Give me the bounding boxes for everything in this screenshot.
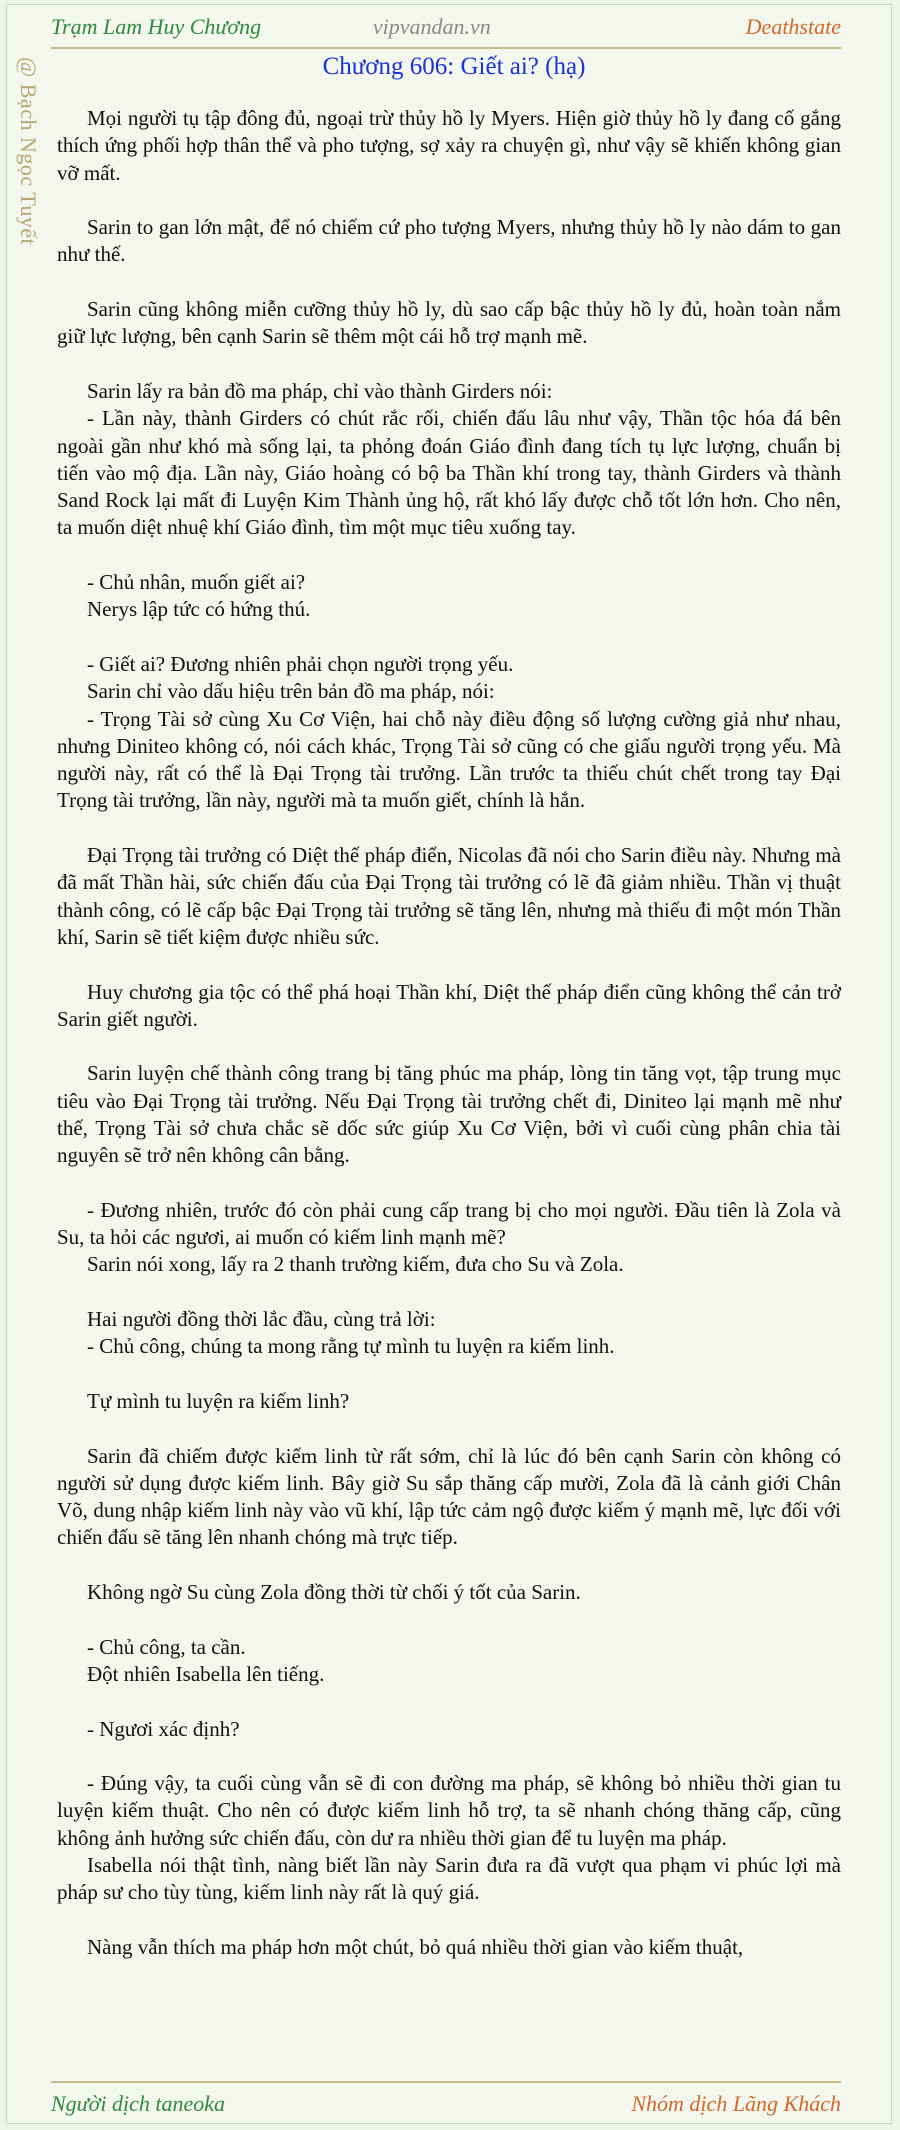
paragraph [57,651,841,815]
paragraph [57,214,841,269]
footer-translator: Người dịch taneoka [51,2091,226,2116]
paragraph-line: Sarin luyện chế thành công trang bị tăng phúc ma pháp, lòng tin tăng vọt, tập trung mục tiêu vào Đại Trọng tài trưởng. Nếu Đại Trọng tài trưởng chết đi, Diniteo lại mạnh mẽ như thế, Trọng Tài sở chưa chắc sẽ dốc sức giúp Xu Cơ Viện, bởi vì cuối cùng phân chia tài nguyên sẽ trở nên không cân bằng. [57,1061,841,1168]
paragraph [57,378,841,542]
paragraph-line: Đại Trọng tài trưởng có Diệt thế pháp điển, Nicolas đã nói cho Sarin điều này. Nhưng mà đã mất Thần hài, sức chiến đấu của Đại Trọng tài trưởng có lẽ đã giảm nhiều. Thần vị thuật thành công, có lẽ cấp bậc Đại Trọng tài trưởng sẽ tăng lên, nhưng mà thiếu đi một món Thần khí, Sarin sẽ tiết kiệm được nhiều sức. [57,843,841,949]
paragraph-line: Nerys lập tức có hứng thú. [87,597,311,622]
paragraph-line: Huy chương gia tộc có thể phá hoại Thần khí, Diệt thế pháp điển cũng không thể cản trở Sarin giết người. [57,979,841,1031]
header-rule [51,47,841,49]
paragraph [57,842,841,951]
paragraph [57,1934,841,1961]
paragraph-line: Mọi người tụ tập đông đủ, ngoại trừ thủy hồ ly Myers. Hiện giờ thủy hồ ly đang cố gắng thích ứng phối hợp thân thể và pho tượng, sợ xảy ra chuyện gì, như vậy sẽ khiến không gian vỡ mất. [57,106,841,185]
paragraph [57,1060,841,1169]
paragraph-line: - Đúng vậy, ta cuối cùng vẫn sẽ đi con đường ma pháp, sẽ không bỏ nhiều thời gian tu luyện kiếm thuật. Cho nên có được kiếm linh hỗ trợ, ta sẽ nhanh chóng thăng cấp, cũng không ảnh hưởng sức chiến đấu, còn dư ra nhiều thời gian để tu luyện ma pháp. [57,1771,841,1850]
page-footer [51,2087,841,2121]
paragraph-line: - Đương nhiên, trước đó còn phải cung cấp trang bị cho mọi người. Đầu tiên là Zola và Su, ta hỏi các ngươi, ai muốn có kiếm linh mạnh mẽ? [57,1197,841,1250]
paragraph-line: - Trọng Tài sở cùng Xu Cơ Viện, hai chỗ này điều động số lượng cường giả như nhau, nhưng Diniteo không có, nói cách khác, Trọng Tài sở cũng có che giấu người trọng yếu. Mà người này, rất có thể là Đại Trọng tài trưởng. Lần trước ta thiếu chút chết trong tay Đại Trọng tài trưởng, lần này, người mà ta muốn giết, chính là hắn. [57,706,841,813]
footer-group: Nhóm dịch Lãng Khách [631,2091,841,2116]
chapter-body [57,105,841,1988]
paragraph-line: - Ngươi xác định? [87,1716,240,1741]
page-header [51,9,841,45]
paragraph-line: Hai người đồng thời lắc đầu, cùng trả lời: [87,1307,436,1332]
paragraph-line: - Chủ nhân, muốn giết ai? [87,570,306,595]
paragraph [57,1197,841,1279]
header-site: vipvandan.vn [372,14,491,39]
header-book-title: Trạm Lam Huy Chương [51,14,262,39]
paragraph [57,296,841,351]
paragraph-line: Isabella nói thật tình, nàng biết lần này Sarin đưa ra đã vượt qua phạm vi phúc lợi mà pháp sư cho tùy tùng, kiếm linh này rất là quý giá. [57,1853,841,1905]
paragraph [57,1716,841,1743]
paragraph-line: Nàng vẫn thích ma pháp hơn một chút, bỏ quá nhiều thời gian vào kiếm thuật, [87,1934,744,1959]
paragraph-line: - Chủ công, ta cần. [87,1634,246,1659]
paragraph-line: Đột nhiên Isabella lên tiếng. [87,1661,325,1686]
paragraph-line: Không ngờ Su cùng Zola đồng thời từ chối ý tốt của Sarin. [87,1580,581,1605]
paragraph [57,105,841,187]
paragraph [57,1306,841,1361]
paragraph-line: Sarin nói xong, lấy ra 2 thanh trường kiếm, đưa cho Su và Zola. [87,1252,624,1277]
paragraph [57,979,841,1034]
paragraph [57,1634,841,1689]
paragraph [57,1579,841,1606]
paragraph-line: - Lần này, thành Girders có chút rắc rối, chiến đấu lâu như vậy, Thần tộc hóa đá bên ngoài gần như khó mà sống lại, ta phỏng đoán Giáo đình đang tích tụ lực lượng, chuẩn bị tiến vào mộ địa. Lần này, Giáo hoàng có bộ ba Thần khí trong tay, thành Girders và thành Sand Rock lại mất đi Luyện Kim Thành ủng hộ, rất khó lấy được chỗ tốt lớn hơn. Cho nên, ta muốn diệt nhuệ khí Giáo đình, tìm một mục tiêu xuống tay. [57,406,841,540]
paragraph-line: Sarin to gan lớn mật, để nó chiếm cứ pho tượng Myers, nhưng thủy hồ ly nào dám to gan như thế. [57,215,841,267]
paragraph-line: - Giết ai? Đương nhiên phải chọn người trọng yếu. [87,651,514,676]
paragraph-line: - Chủ công, chúng ta mong rằng tự mình tu luyện ra kiếm linh. [87,1334,615,1359]
chapter-title: Chương 606: Giết ai? (hạ) [322,53,586,80]
side-watermark: @ Bạch Ngọc Tuyết [16,57,41,246]
page [6,4,892,2124]
paragraph-line: Sarin lấy ra bản đồ ma pháp, chỉ vào thành Girders nói: [87,378,553,403]
paragraph [57,1770,841,1906]
paragraph-line: Sarin chỉ vào dấu hiệu trên bản đồ ma pháp, nói: [87,679,495,704]
paragraph-line: Sarin đã chiếm được kiếm linh từ rất sớm, chỉ là lúc đó bên cạnh Sarin còn không có người sử dụng được kiếm linh. Bây giờ Su sắp thăng cấp mười, Zola đã là cảnh giới Chân Võ, dung nhập kiếm linh này vào vũ khí, lập tức cảm ngộ được kiếm ý mạnh mẽ, lực đối với chiến đấu sẽ tăng lên nhanh chóng mà trực tiếp. [57,1443,841,1550]
paragraph-line: Sarin cũng không miễn cưỡng thủy hồ ly, dù sao cấp bậc thủy hồ ly đủ, hoàn toàn nắm giữ lực lượng, bên cạnh Sarin sẽ thêm một cái hỗ trợ mạnh mẽ. [57,297,841,349]
header-author: Deathstate [745,14,841,39]
paragraph-line: Tự mình tu luyện ra kiếm linh? [87,1388,350,1413]
footer-rule [51,2081,841,2083]
paragraph [57,569,841,624]
paragraph [57,1388,841,1415]
paragraph [57,1443,841,1552]
